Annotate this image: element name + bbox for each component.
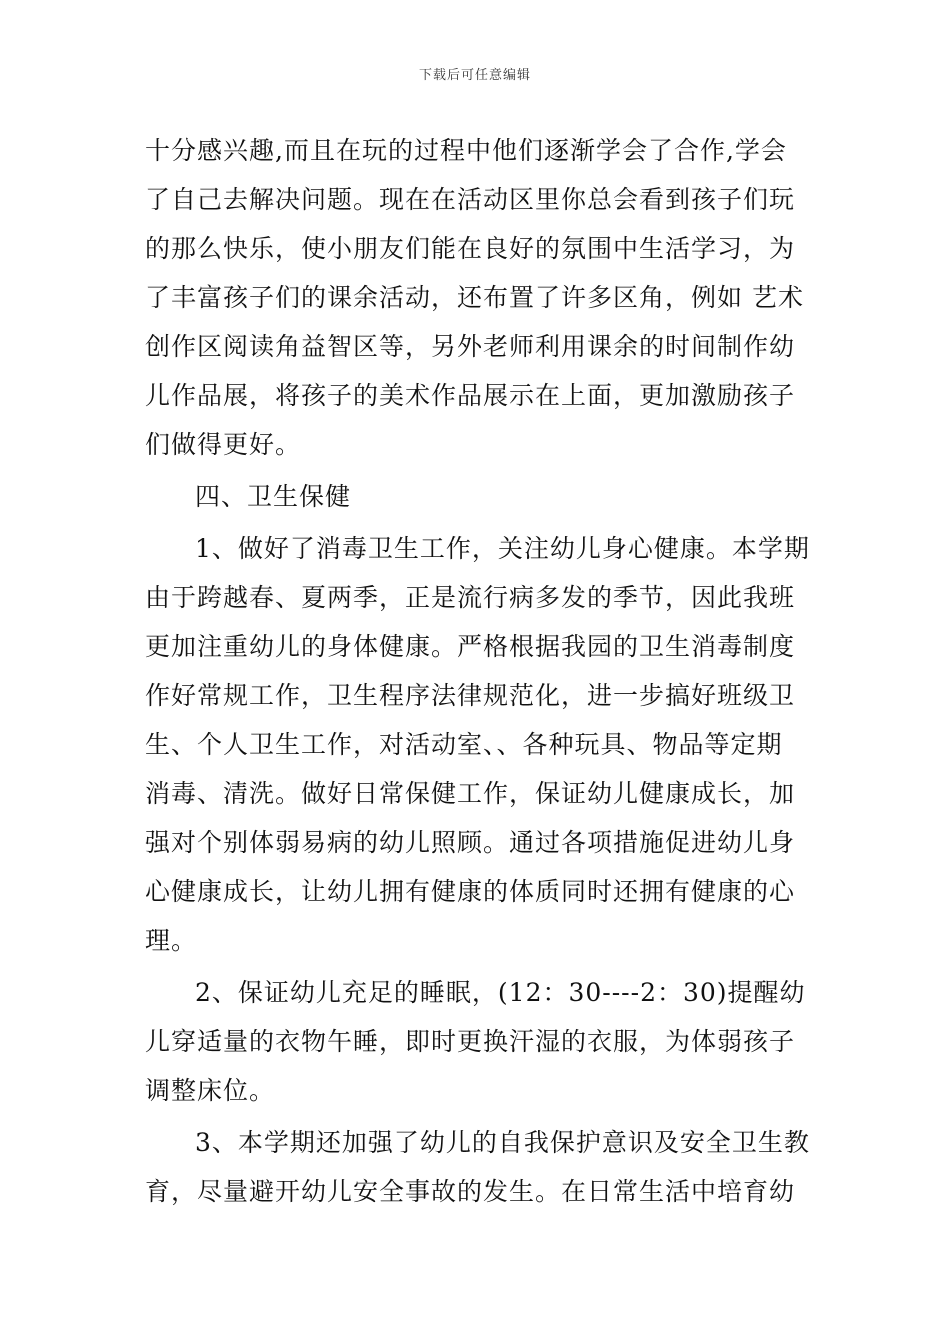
text-line: 调整床位。 <box>145 1076 276 1105</box>
text-line: 十分感兴趣,而且在玩的过程中他们逐渐学会了合作,学会 <box>145 136 787 165</box>
document-body <box>145 126 810 1216</box>
text-line: 消毒、清洗。做好日常保健工作，保证幼儿健康成长，加 <box>145 779 796 808</box>
text-line: 儿穿适量的衣物午睡，即时更换汗湿的衣服，为体弱孩子 <box>145 1027 796 1056</box>
paragraph-start: 3、本学期还加强了幼儿的自我保护意识及安全卫生教 <box>195 1128 810 1157</box>
text-line: 的那么快乐，使小朋友们能在良好的氛围中生活学习，为 <box>145 234 796 263</box>
paragraph-start: 2、保证幼儿充足的睡眠，(12：30----2：30)提醒幼 <box>195 978 806 1007</box>
text-line: 们做得更好。 <box>145 430 302 459</box>
section-heading: 四、卫生保健 <box>195 482 352 511</box>
paragraph-start: 1、做好了消毒卫生工作，关注幼儿身心健康。本学期 <box>195 534 810 563</box>
text-line: 了自己去解决问题。现在在活动区里你总会看到孩子们玩 <box>145 185 796 214</box>
text-line: 更加注重幼儿的身体健康。严格根据我园的卫生消毒制度 <box>145 632 796 661</box>
text-line: 理。 <box>145 926 198 955</box>
text-line: 作好常规工作，卫生程序法律规范化，进一步搞好班级卫 <box>145 681 796 710</box>
text-line: 生、个人卫生工作，对活动室、、各种玩具、物品等定期 <box>145 730 783 759</box>
text-line: 儿作品展，将孩子的美术作品展示在上面，更加激励孩子 <box>145 381 796 410</box>
text-line: 心健康成长，让幼儿拥有健康的体质同时还拥有健康的心 <box>145 877 796 906</box>
text-line: 创作区阅读角益智区等，另外老师利用课余的时间制作幼 <box>145 332 796 361</box>
page-header: 下载后可任意编辑 <box>418 68 531 83</box>
text-line: 强对个别体弱易病的幼儿照顾。通过各项措施促进幼儿身 <box>145 828 796 857</box>
text-line: 由于跨越春、夏两季，正是流行病多发的季节，因此我班 <box>145 583 796 612</box>
text-line: 了丰富孩子们的课余活动，还布置了许多区角，例如 艺术 <box>145 283 804 312</box>
text-line: 育，尽量避开幼儿安全事故的发生。在日常生活中培育幼 <box>145 1177 796 1206</box>
